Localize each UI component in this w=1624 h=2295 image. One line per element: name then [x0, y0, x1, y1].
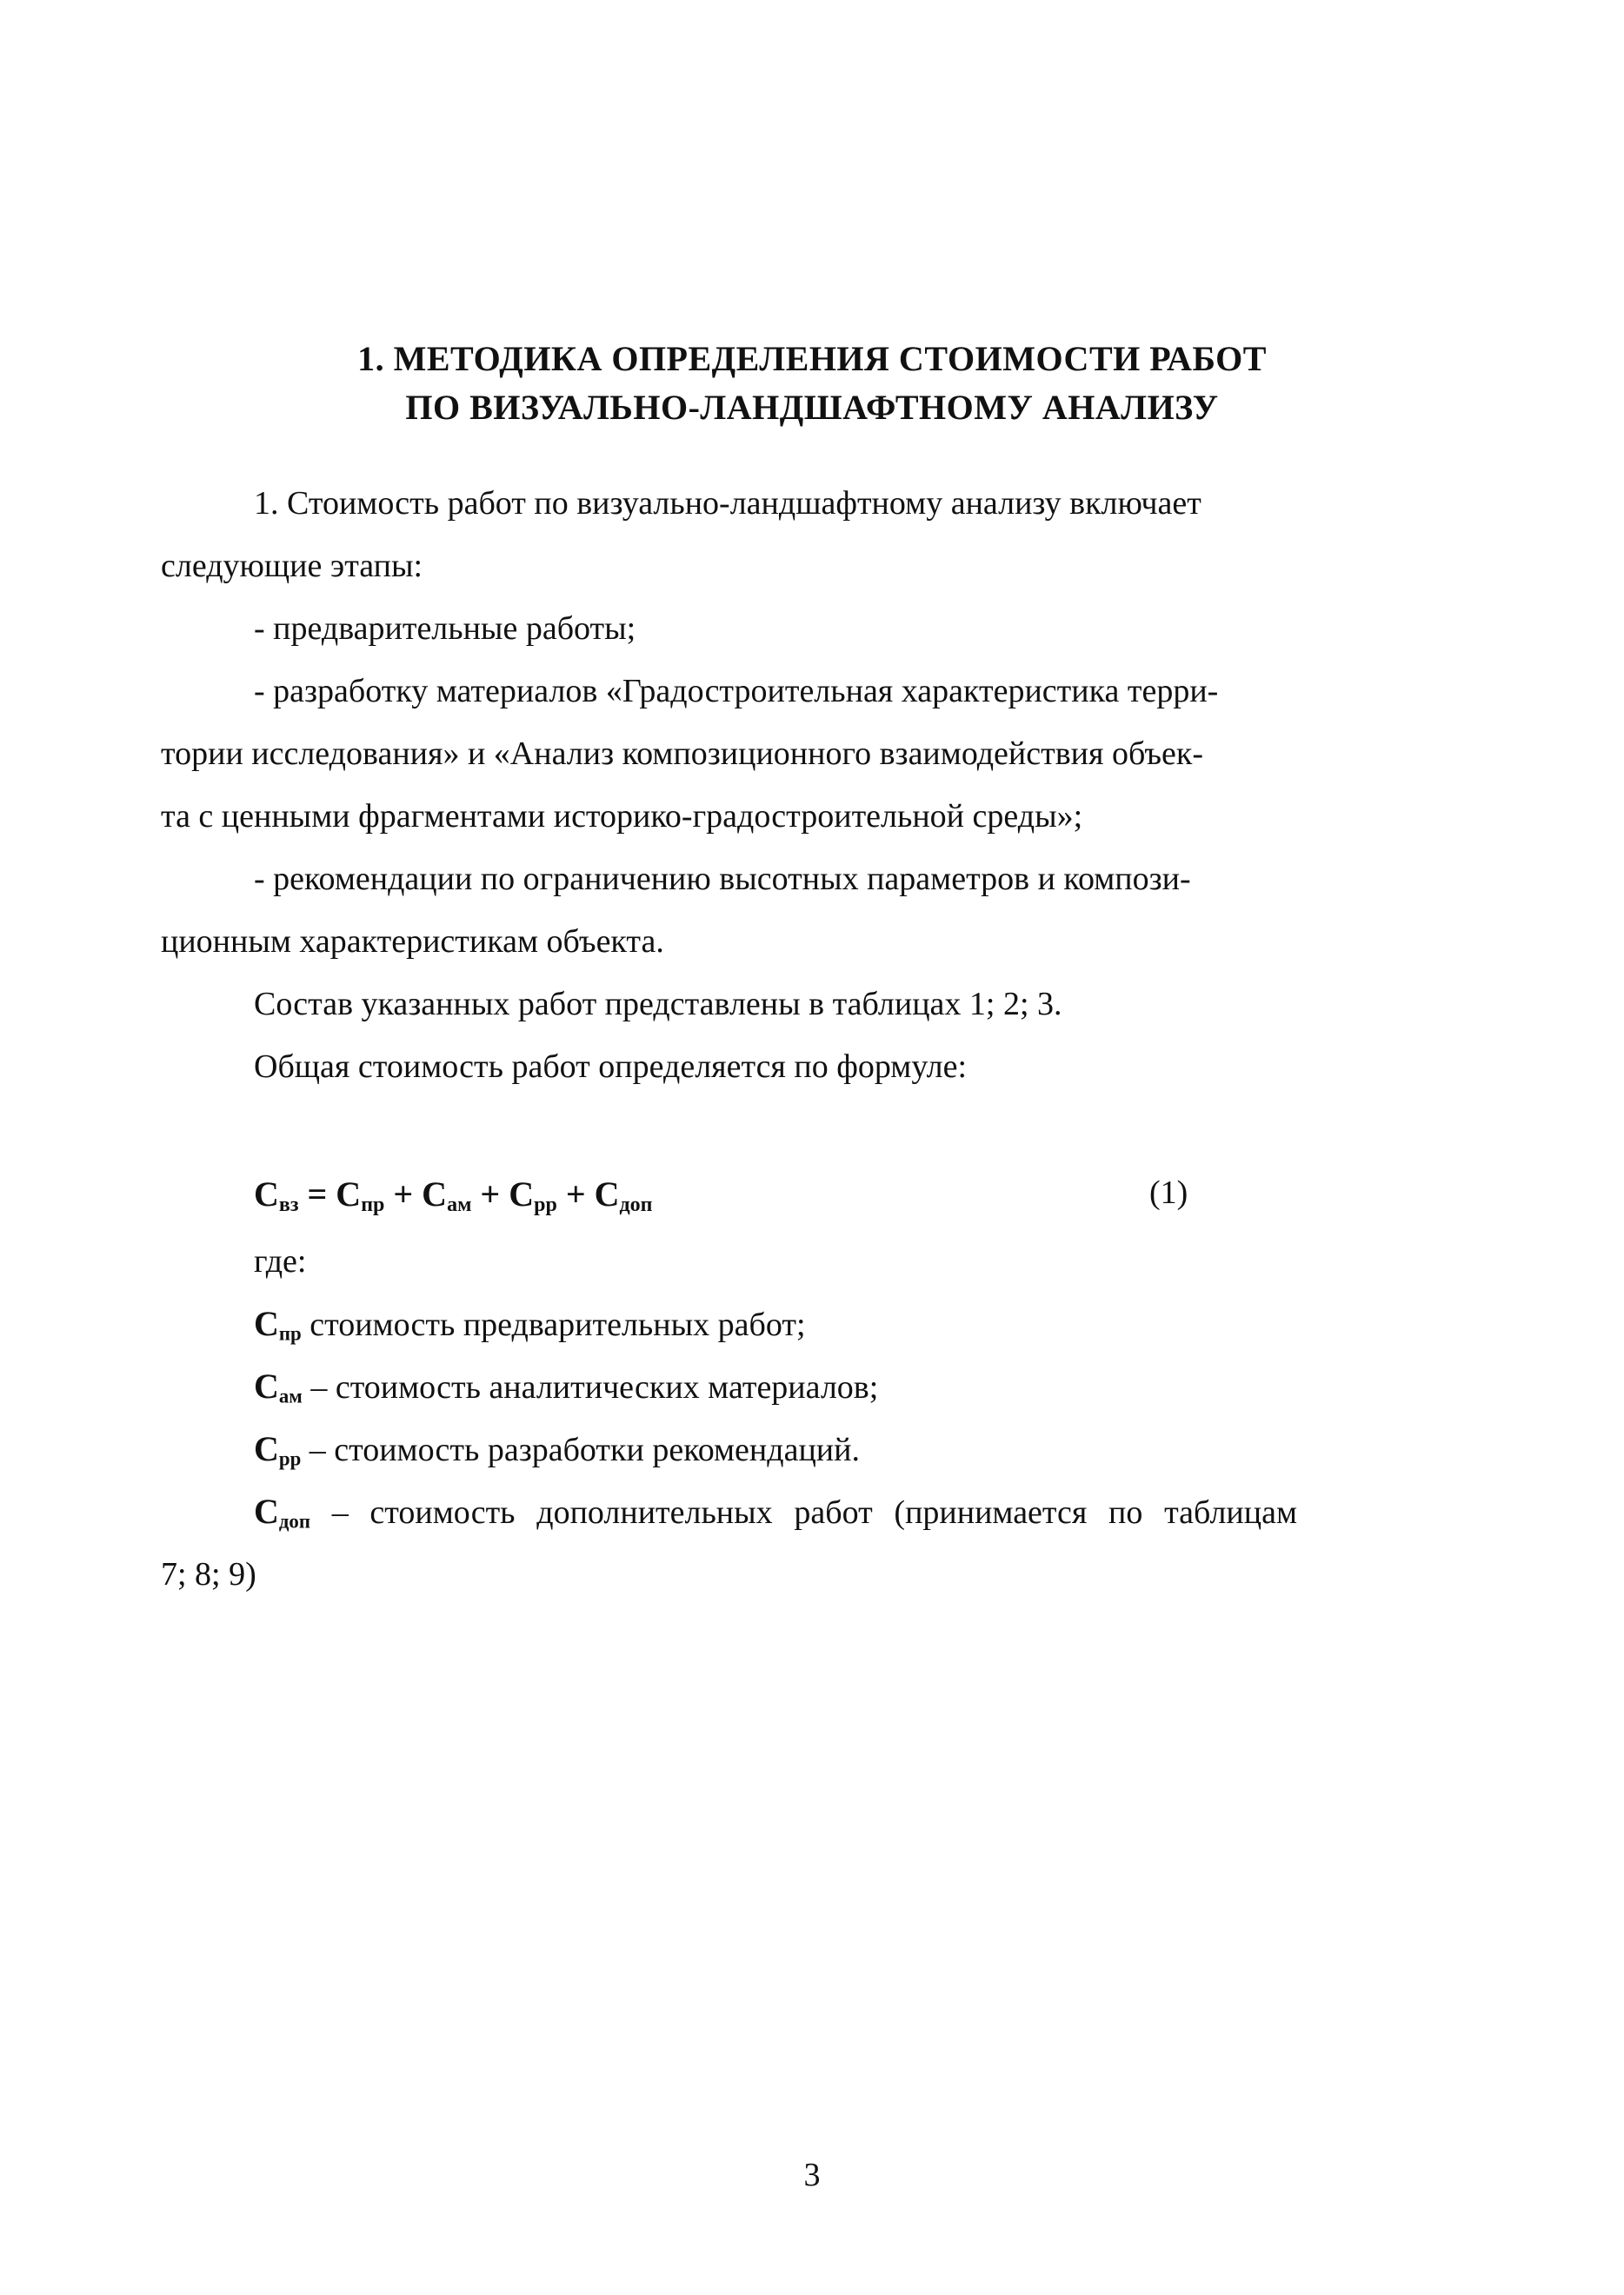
definition-c-am: $С_{ам}$ – стоимость аналитических материалов;	[254, 1367, 879, 1407]
sub-vz: вз	[278, 1194, 299, 1216]
sub-dop: доп	[619, 1194, 653, 1216]
heading-line-2: ПО ВИЗУАЛЬНО-ЛАНДШАФТНОМУ АНАЛИЗУ	[405, 388, 1219, 427]
sub-pr: пр	[361, 1194, 385, 1216]
where-label: где:	[254, 1243, 307, 1280]
list-item-materials-line-2: тории исследования» и «Анализ композиционного взаимодействия объек-	[161, 735, 1204, 772]
formula-number: (1)	[1149, 1174, 1188, 1211]
list-item-preliminary: - предварительные работы;	[254, 610, 636, 647]
section-heading	[0, 335, 1624, 432]
sub-am: ам	[447, 1194, 472, 1216]
list-item-materials-line-3: та с ценными фрагментами историко-градостроительной среды»;	[161, 798, 1083, 835]
list-item-recommendations-line-1: - рекомендации по ограничению высотных параметров и компози-	[254, 861, 1191, 897]
definition-c-dop-continuation: 7; 8; 9)	[161, 1556, 256, 1593]
paragraph-1-line-1: 1. Стоимость работ по визуально-ландшафтному анализу включает	[254, 485, 1201, 522]
formula-expression: $С_{вз} = С_{пр} + С_{ам} + С_{рр} + С_{доп}$	[254, 1174, 653, 1216]
page-number: 3	[803, 2157, 821, 2193]
paragraph-1-line-2: следующие этапы:	[161, 548, 423, 584]
composition-text: Состав указанных работ представлены в таблицах 1; 2; 3.	[254, 986, 1062, 1022]
cost-formula	[254, 1174, 1210, 1222]
list-item-materials-line-1: - разработку материалов «Градостроительная характеристика терри-	[254, 673, 1219, 709]
list-item-recommendations-line-2: ционным характеристикам объекта.	[161, 923, 664, 960]
sub-rr: рр	[534, 1194, 557, 1216]
formula-intro: Общая стоимость работ определяется по формуле:	[254, 1048, 968, 1085]
definition-c-dop: $С_{доп}$ – стоимость дополнительных работ (принимается по таблицам	[254, 1492, 1297, 1533]
definition-c-rr: $С_{рр}$ – стоимость разработки рекомендаций.	[254, 1429, 860, 1470]
definition-c-pr: $С_{пр}$ стоимость предварительных работ;	[254, 1304, 806, 1345]
heading-line-1: 1. МЕТОДИКА ОПРЕДЕЛЕНИЯ СТОИМОСТИ РАБОТ	[357, 339, 1267, 378]
